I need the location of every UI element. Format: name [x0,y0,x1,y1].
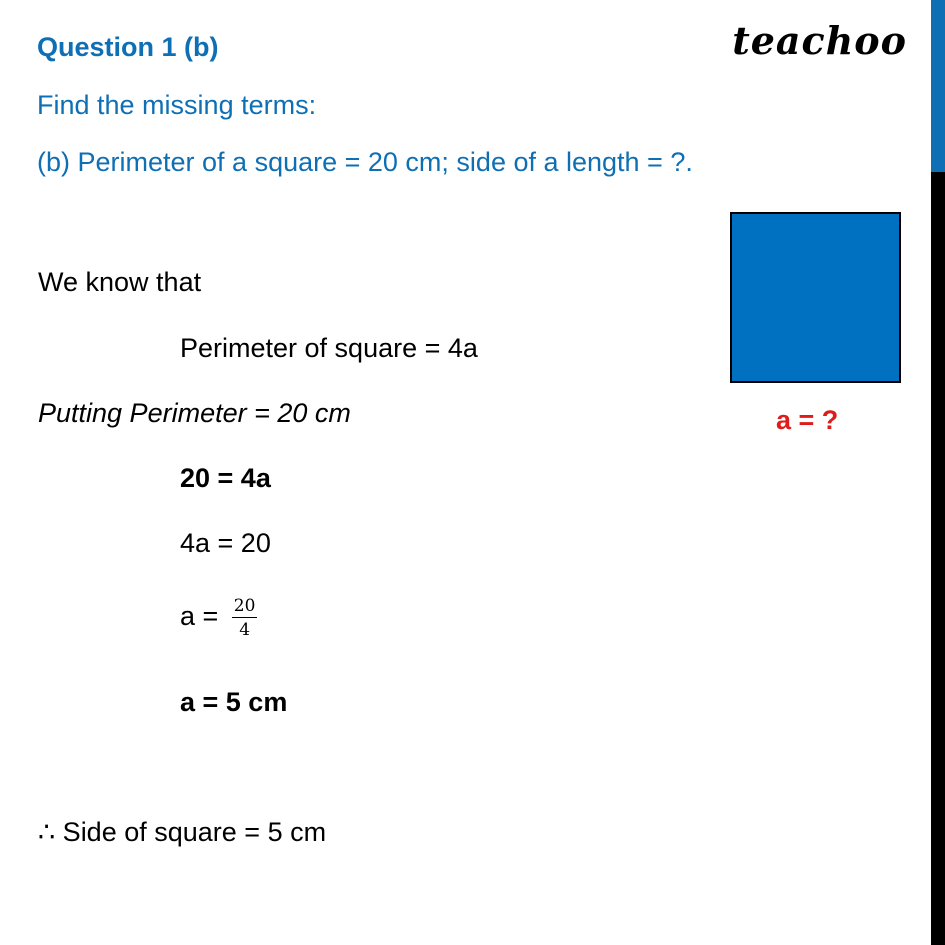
scrollbar-thumb[interactable] [931,0,945,172]
solution-putting: Putting Perimeter = 20 cm [38,398,351,428]
fraction [232,597,258,639]
solution-step-4: a = 5 cm [180,687,288,717]
scrollbar[interactable] [931,0,945,945]
fraction-numerator: 20 [233,596,256,616]
side-label: a = ? [776,405,839,435]
fraction-denominator: 4 [239,620,251,640]
teachoo-logo: teachoo [732,18,907,63]
solution-intro: We know that [38,267,202,297]
question-title: Question 1 (b) [37,32,219,62]
square-figure [730,212,901,383]
solution-formula: Perimeter of square = 4a [180,333,478,363]
solution-step-1: 20 = 4a [180,463,271,493]
solution-step-2: 4a = 20 [180,528,271,558]
step-3-prefix: a = [180,601,226,632]
question-line-2: (b) Perimeter of a square = 20 cm; side of a length = ?. [37,147,693,177]
solution-conclusion: ∴ Side of square = 5 cm [38,817,327,847]
question-line-1: Find the missing terms: [37,90,317,120]
solution-step-3 [180,597,257,639]
